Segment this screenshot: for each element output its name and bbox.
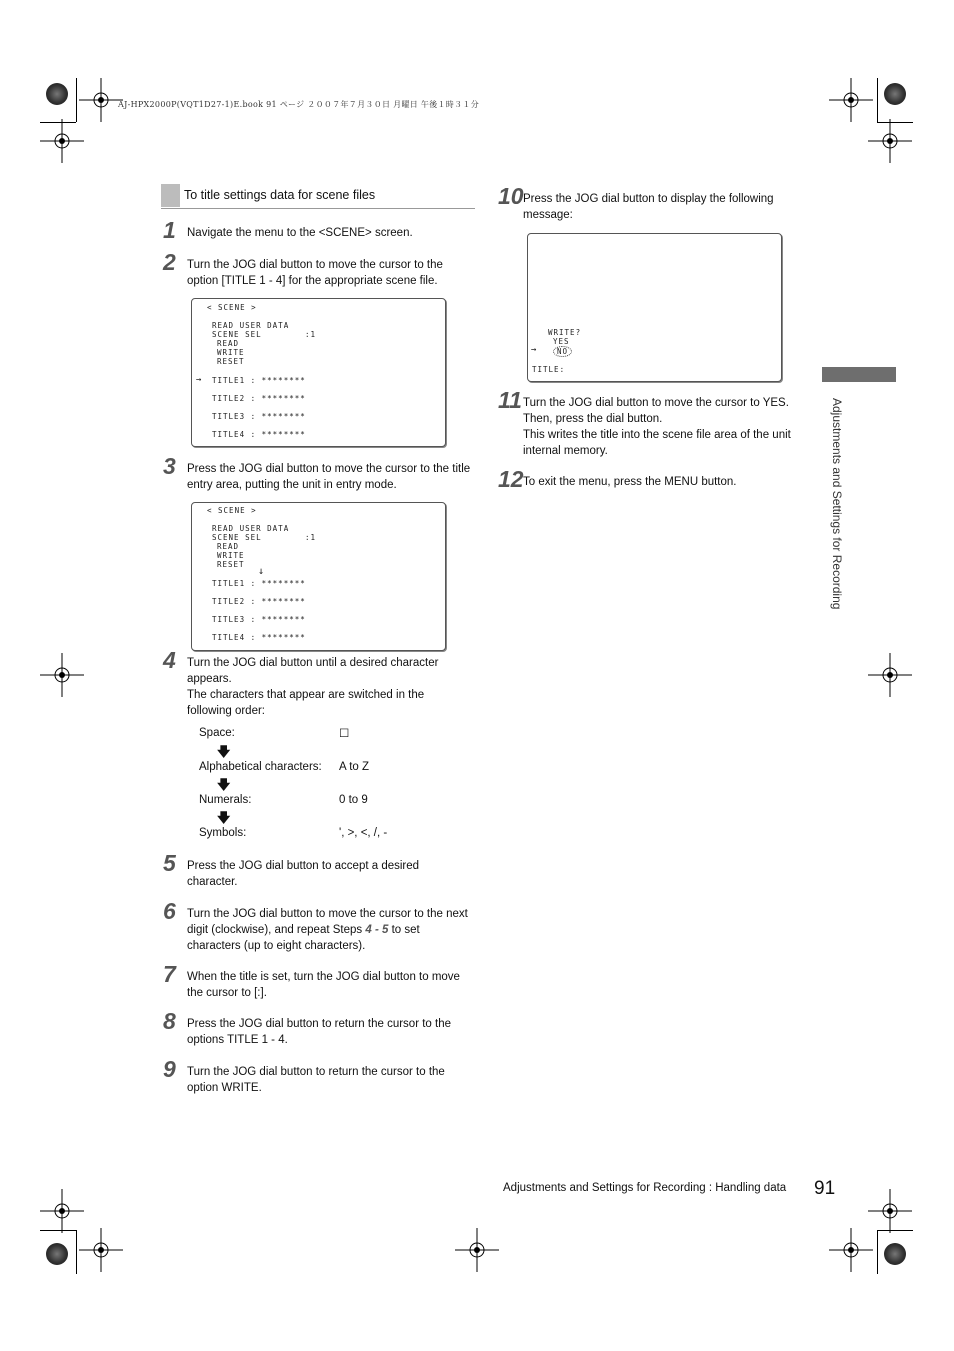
menu-scene-sel-value: :1 [305, 330, 317, 339]
step-ref: 4 [365, 924, 372, 936]
step-text: The characters that appear are switched in the following order: [187, 689, 425, 717]
step-text: Press the JOG dial button to accept a desired character. [187, 860, 420, 888]
step-text: Press the JOG dial button to move the cursor to the title entry area, putting the unit in entry mode. [187, 463, 471, 491]
step-text: When the title is set, turn the JOG dial button to move the cursor to [:]. [187, 971, 460, 999]
down-arrow-icon: 🡇 [217, 810, 231, 825]
step-text: Turn the JOG dial button to return the cursor to the option WRITE. [187, 1066, 445, 1094]
footer-breadcrumb: Adjustments and Settings for Recording : Handling data [503, 1182, 787, 1194]
menu-title-2: TITLE2 : ******** [212, 597, 306, 606]
menu-title-2: TITLE2 : ******** [212, 394, 306, 403]
crop-line [76, 78, 77, 122]
menu-title-4: TITLE4 : ******** [212, 633, 306, 642]
crosshair-icon [40, 653, 84, 697]
menu-reset: RESET [217, 560, 245, 569]
crosshair-icon [455, 1228, 499, 1272]
char-order-value: 0 to 9 [339, 794, 368, 806]
crosshair-icon [79, 1228, 123, 1272]
cursor-arrow-icon: → [531, 345, 538, 355]
step-number: 5 [163, 850, 176, 876]
step-number: 10 [498, 183, 524, 209]
step-number: 12 [498, 466, 524, 492]
write-confirm-screen [527, 233, 782, 382]
write-prompt: WRITE? [548, 328, 582, 337]
step-number: 1 [163, 217, 176, 243]
step-number: 3 [163, 453, 176, 479]
step-text: Press the JOG dial button to return the cursor to the options TITLE 1 - 4. [187, 1018, 451, 1046]
space-box-icon: ☐ [339, 728, 350, 740]
step-number: 9 [163, 1056, 176, 1082]
step-number: 2 [163, 249, 176, 275]
option-yes: YES [553, 337, 570, 346]
menu-scene-sel: SCENE SEL [212, 330, 262, 339]
menu-scene-sel-value: :1 [305, 533, 317, 542]
char-order-label: Alphabetical characters: [199, 761, 322, 773]
menu-reset: RESET [217, 357, 245, 366]
screen-title: < SCENE > [207, 303, 257, 312]
crop-line [877, 122, 913, 123]
screen-title: < SCENE > [207, 506, 257, 515]
step-text-part: to set characters (up to eight characters). [187, 924, 420, 952]
char-order-label: Numerals: [199, 794, 252, 806]
step-text [187, 906, 472, 954]
scene-menu-screen [191, 298, 446, 447]
file-header-line: AJ-HPX2000P(VQT1D27-1)E.book 91 ページ ２００７年７月３０日 月曜日 午後１時３１分 [118, 100, 479, 109]
step-ref: 5 [381, 924, 389, 936]
crop-line [877, 1230, 913, 1231]
menu-read: READ [217, 339, 240, 348]
option-no: NO [553, 346, 572, 357]
registration-disc-icon [46, 83, 68, 105]
section-header-bar [161, 184, 180, 207]
registration-disc-icon [46, 1243, 68, 1265]
section-title: To title settings data for scene files [184, 188, 376, 202]
step-number: 7 [163, 961, 176, 987]
char-order-value: ', >, <, /, - [339, 827, 388, 839]
menu-title-1: TITLE1 : ******** [212, 579, 306, 588]
section-header [161, 184, 475, 209]
menu-title-1: TITLE1 : ******** [212, 376, 306, 385]
crop-line [877, 1230, 878, 1274]
menu-write: WRITE [217, 348, 245, 357]
step-ref-separator: - [371, 924, 382, 936]
crosshair-icon [40, 119, 84, 163]
step-text: To exit the menu, press the MENU button. [523, 476, 737, 488]
menu-read-user-data: READ USER DATA [212, 524, 290, 533]
step-number: 11 [498, 387, 522, 413]
cursor-down-arrow-icon: ↓ [258, 566, 266, 577]
crop-line [40, 122, 76, 123]
menu-read-user-data: READ USER DATA [212, 321, 290, 330]
step-text: Press the JOG dial button to display the following message: [523, 193, 774, 221]
menu-title-3: TITLE3 : ******** [212, 412, 306, 421]
down-arrow-icon: 🡇 [217, 744, 231, 759]
char-order-label: Space: [199, 727, 235, 739]
chapter-tab-marker [822, 367, 896, 382]
cursor-arrow-icon: → [196, 375, 203, 385]
step-text: Turn the JOG dial button to move the cursor to the option [TITLE 1 - 4] for the appropriate scene file. [187, 259, 443, 287]
crosshair-icon [40, 1189, 84, 1233]
crop-line [76, 1230, 77, 1274]
chapter-side-label: Adjustments and Settings for Recording [830, 398, 844, 610]
step-text: This writes the title into the scene file area of the unit internal memory. [523, 429, 791, 457]
menu-title-4: TITLE4 : ******** [212, 430, 306, 439]
crosshair-icon [868, 119, 912, 163]
step-number: 4 [163, 647, 176, 673]
step-text: Turn the JOG dial button until a desired character appears. [187, 657, 439, 685]
step-text-part: Turn the JOG dial button to move the cursor to the next digit (clockwise), and repeat Steps [187, 908, 468, 936]
scene-entry-screen [191, 502, 446, 651]
step-number: 8 [163, 1008, 176, 1034]
menu-write: WRITE [217, 551, 245, 560]
step-text: Navigate the menu to the <SCENE> screen. [187, 227, 413, 239]
crosshair-icon [79, 78, 123, 122]
crosshair-icon [868, 653, 912, 697]
char-order-value: A to Z [339, 761, 370, 773]
crosshair-icon [868, 1189, 912, 1233]
menu-scene-sel: SCENE SEL [212, 533, 262, 542]
crop-line [40, 1230, 76, 1231]
char-order-label: Symbols: [199, 827, 247, 839]
step-number: 6 [163, 898, 176, 924]
registration-disc-icon [884, 1243, 906, 1265]
registration-disc-icon [884, 83, 906, 105]
title-label: TITLE: [532, 365, 566, 374]
step-text: Turn the JOG dial button to move the cursor to YES. Then, press the dial button. [523, 397, 789, 425]
crop-line [877, 78, 878, 122]
down-arrow-icon: 🡇 [217, 777, 231, 792]
menu-read: READ [217, 542, 240, 551]
crosshair-icon [829, 78, 873, 122]
crosshair-icon [829, 1228, 873, 1272]
page-number: 91 [814, 1178, 836, 1199]
menu-title-3: TITLE3 : ******** [212, 615, 306, 624]
